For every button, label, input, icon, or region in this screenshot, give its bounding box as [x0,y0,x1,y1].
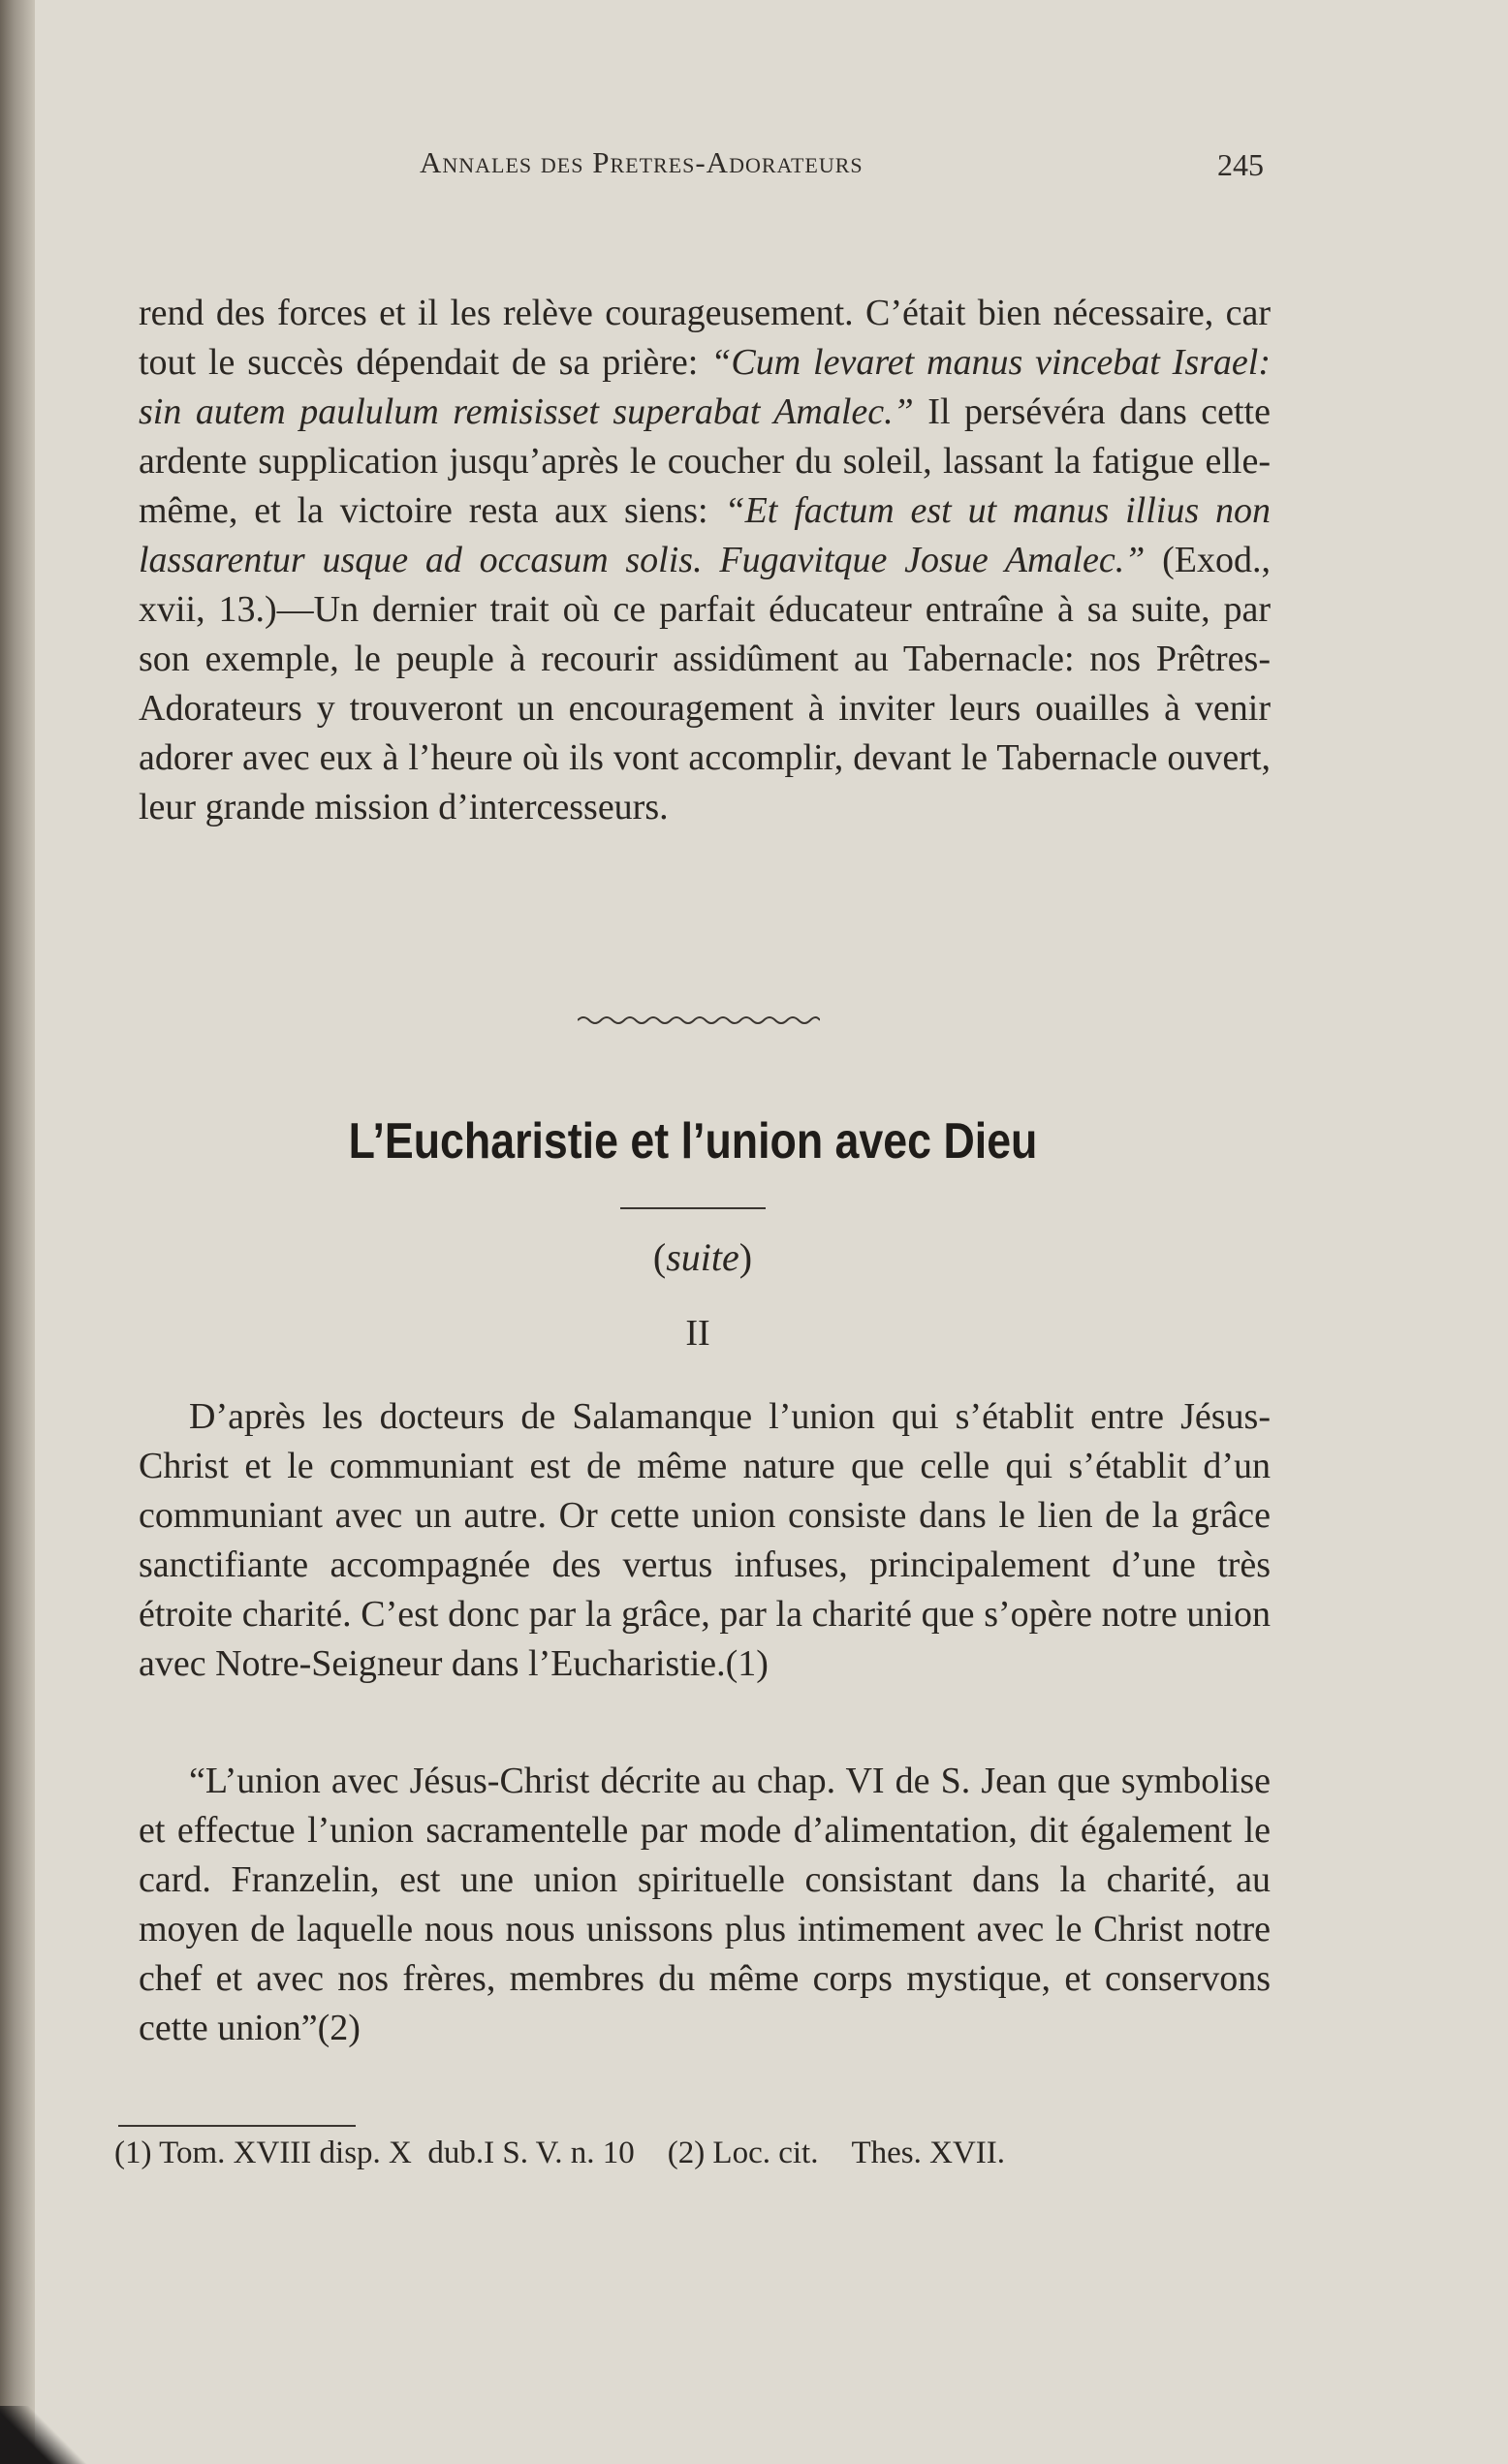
footnotes [114,2132,1229,2174]
paragraph-1-text-c: (Exod., xvii, 13.)—Un dernier trait où ce parfait éducateur entraîne à sa suite, par son exemple, le peuple à recourir assidûment au Tabernacle: nos Prêtres-Adorateurs y trouveront un encouragement à inviter leurs ouailles à venir adorer avec eux à l’heure où ils vont accomplir, devant le Tabernacle ouvert, leur grande mission d’intercesseurs. [139,540,1271,827]
latin-quote-1: “Cum levaret manus vincebat Israel: sin autem paululum remisisset superabat Amalec.” [139,342,1271,432]
latin-quote-2: “Et factum est ut manus illius non lassarentur usque ad occasum solis. Fugavitque Josue Amalec.” [139,490,1271,580]
section-title: L’Eucharistie et l’union avec Dieu [348,1113,1038,1170]
running-head-text: Annales des Pretres-Adorateurs [420,145,864,179]
footnote-rule [118,2125,356,2127]
book-binding-edge [0,0,35,2464]
paragraph-3: “L’union avec Jésus-Christ décrite au chap. VI de S. Jean que symbolise et effectue l’union sacramentelle par mode d’alimentation, dit également le card. Franzelin, est une union spirituelle consistant dans la charité, au moyen de laquelle nous nous unissons plus intimement avec le Christ notre chef et avec nos frères, membres du même corps mystique, et conservons cette union”(2) [139,1761,1271,2048]
footnote-2: (2) Loc. cit. [667,2136,819,2170]
footnote-2-reference: Thes. XVII. [851,2136,1006,2170]
paragraph-1 [139,289,1271,832]
title-rule [620,1207,766,1209]
running-head [420,145,864,180]
paragraph-2: D’après les docteurs de Salamanque l’union qui s’établit entre Jésus-Christ et le communiant est de même nature que celle qui s’établit d’un communiant avec un autre. Or cette union consiste dans le lien de la grâce sanctifiante accompagnée des vertus infuses, principalement d’une très étroite charité. C’est donc par la grâce, par la charité que s’opère notre union avec Notre-Seigneur dans l’Eucharistie.(1) [139,1396,1271,1684]
page-corner-shadow [0,2406,87,2464]
wavy-ornament [578,1014,820,1027]
part-number: II [685,1313,710,1354]
section-subtitle: (suite) [652,1235,753,1279]
footnote-1: (1) Tom. XVIII disp. X dub.I S. V. n. 10 [114,2136,635,2170]
paragraph-1-text-b: Il persévéra dans cette ardente supplication jusqu’après le coucher du soleil, lassant la fatigue elle-même, et la victoire resta aux siens: [139,391,1271,531]
subtitle-text: suite [666,1235,739,1279]
page-number: 245 [1217,147,1264,182]
paragraph-1-text-a: rend des forces et il les relève courageusement. C’était bien nécessaire, car tout le succès dépendait de sa prière: [139,293,1271,383]
